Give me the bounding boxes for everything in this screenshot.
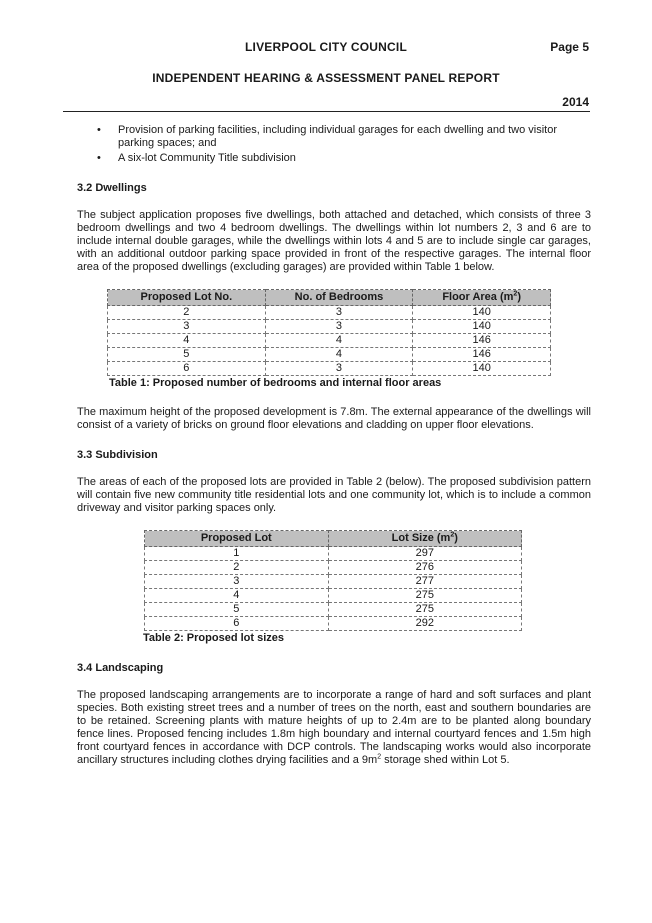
table-2-caption: Table 2: Proposed lot sizes xyxy=(143,632,284,644)
table-1-caption: Table 1: Proposed number of bedrooms and internal floor areas xyxy=(109,377,442,389)
height-paragraph: The maximum height of the proposed development is 7.8m. The external appearance of the dwellings will consist of a variety of bricks on ground floor elevations and cladding on upper floor elevations. xyxy=(77,406,591,431)
page-number: Page 5 xyxy=(550,40,589,54)
column-header: Proposed Lot xyxy=(145,531,329,547)
section-heading-landscaping: 3.4 Landscaping xyxy=(77,662,164,674)
header-divider xyxy=(63,111,590,112)
column-header: Lot Size $(m^2)$ xyxy=(328,531,521,547)
landscaping-paragraph: The proposed landscaping arrangements are to incorporate a range of hard and soft surfaces and plant species. Both existing street trees and a number of trees on the north, east and southern boundaries are to be retained. Screening plants with mature heights of up to 2.4m are to be planted along boundary fence lines. Proposed fencing includes 1.8m high boundary and internal courtyard fences and 1.5m high front courtyard fences in accordance with DCP controls. The landscaping works would also incorporate ancillary structures including clothes drying facilities and a $9m^2$ storage shed within Lot 5. xyxy=(77,689,591,766)
table-row: 4 4 146 xyxy=(108,334,551,348)
body-content xyxy=(77,124,591,767)
table-row: 2 276 xyxy=(145,561,522,575)
table-row: 3 3 140 xyxy=(108,320,551,334)
table-row: 4 275 xyxy=(145,589,522,603)
table-header-row xyxy=(108,290,551,306)
table-header-row xyxy=(145,531,522,547)
column-header: Floor Area $(m^2)$ xyxy=(413,290,551,306)
table-row: 5 275 xyxy=(145,603,522,617)
table-row: 3 277 xyxy=(145,575,522,589)
report-year: 2014 xyxy=(562,95,589,109)
section-heading-dwellings: 3.2 Dwellings xyxy=(77,182,147,194)
bedrooms-floor-area-table xyxy=(107,289,551,376)
table-row: 2 3 140 xyxy=(108,306,551,320)
dwellings-paragraph: The subject application proposes five dwellings, both attached and detached, which consists of three 3 bedroom dwellings and two 4 bedroom dwellings. The dwellings within lot numbers 2, 3 and 6 are to include internal double garages, while the dwellings within lots 4 and 5 are to include single car garages, with an additional outdoor parking space provided in front of the respective garages. The internal floor area of the proposed dwellings (excluding garages) are provided within Table 1 below. xyxy=(77,209,591,273)
report-title: INDEPENDENT HEARING & ASSESSMENT PANEL REPORT xyxy=(152,71,500,85)
lot-sizes-table xyxy=(144,530,522,631)
section-heading-subdivision: 3.3 Subdivision xyxy=(77,449,158,461)
table-row: 6 292 xyxy=(145,617,522,631)
subdivision-paragraph: The areas of each of the proposed lots are provided in Table 2 (below). The proposed subdivision pattern will contain five new community title residential lots and one community lot, which is to include a common driveway and visitor parking spaces only. xyxy=(77,476,591,514)
list-item: • Provision of parking facilities, including individual garages for each dwelling and two visitor parking spaces; and xyxy=(97,124,558,149)
table-row: 5 4 146 xyxy=(108,348,551,362)
table-row: 1 297 xyxy=(145,547,522,561)
column-header: Proposed Lot No. xyxy=(108,290,266,306)
list-item: • A six-lot Community Title subdivision xyxy=(97,152,296,164)
council-name: LIVERPOOL CITY COUNCIL xyxy=(245,40,407,54)
column-header: No. of Bedrooms xyxy=(265,290,413,306)
table-row: 6 3 140 xyxy=(108,362,551,376)
bullet-list xyxy=(77,124,591,165)
